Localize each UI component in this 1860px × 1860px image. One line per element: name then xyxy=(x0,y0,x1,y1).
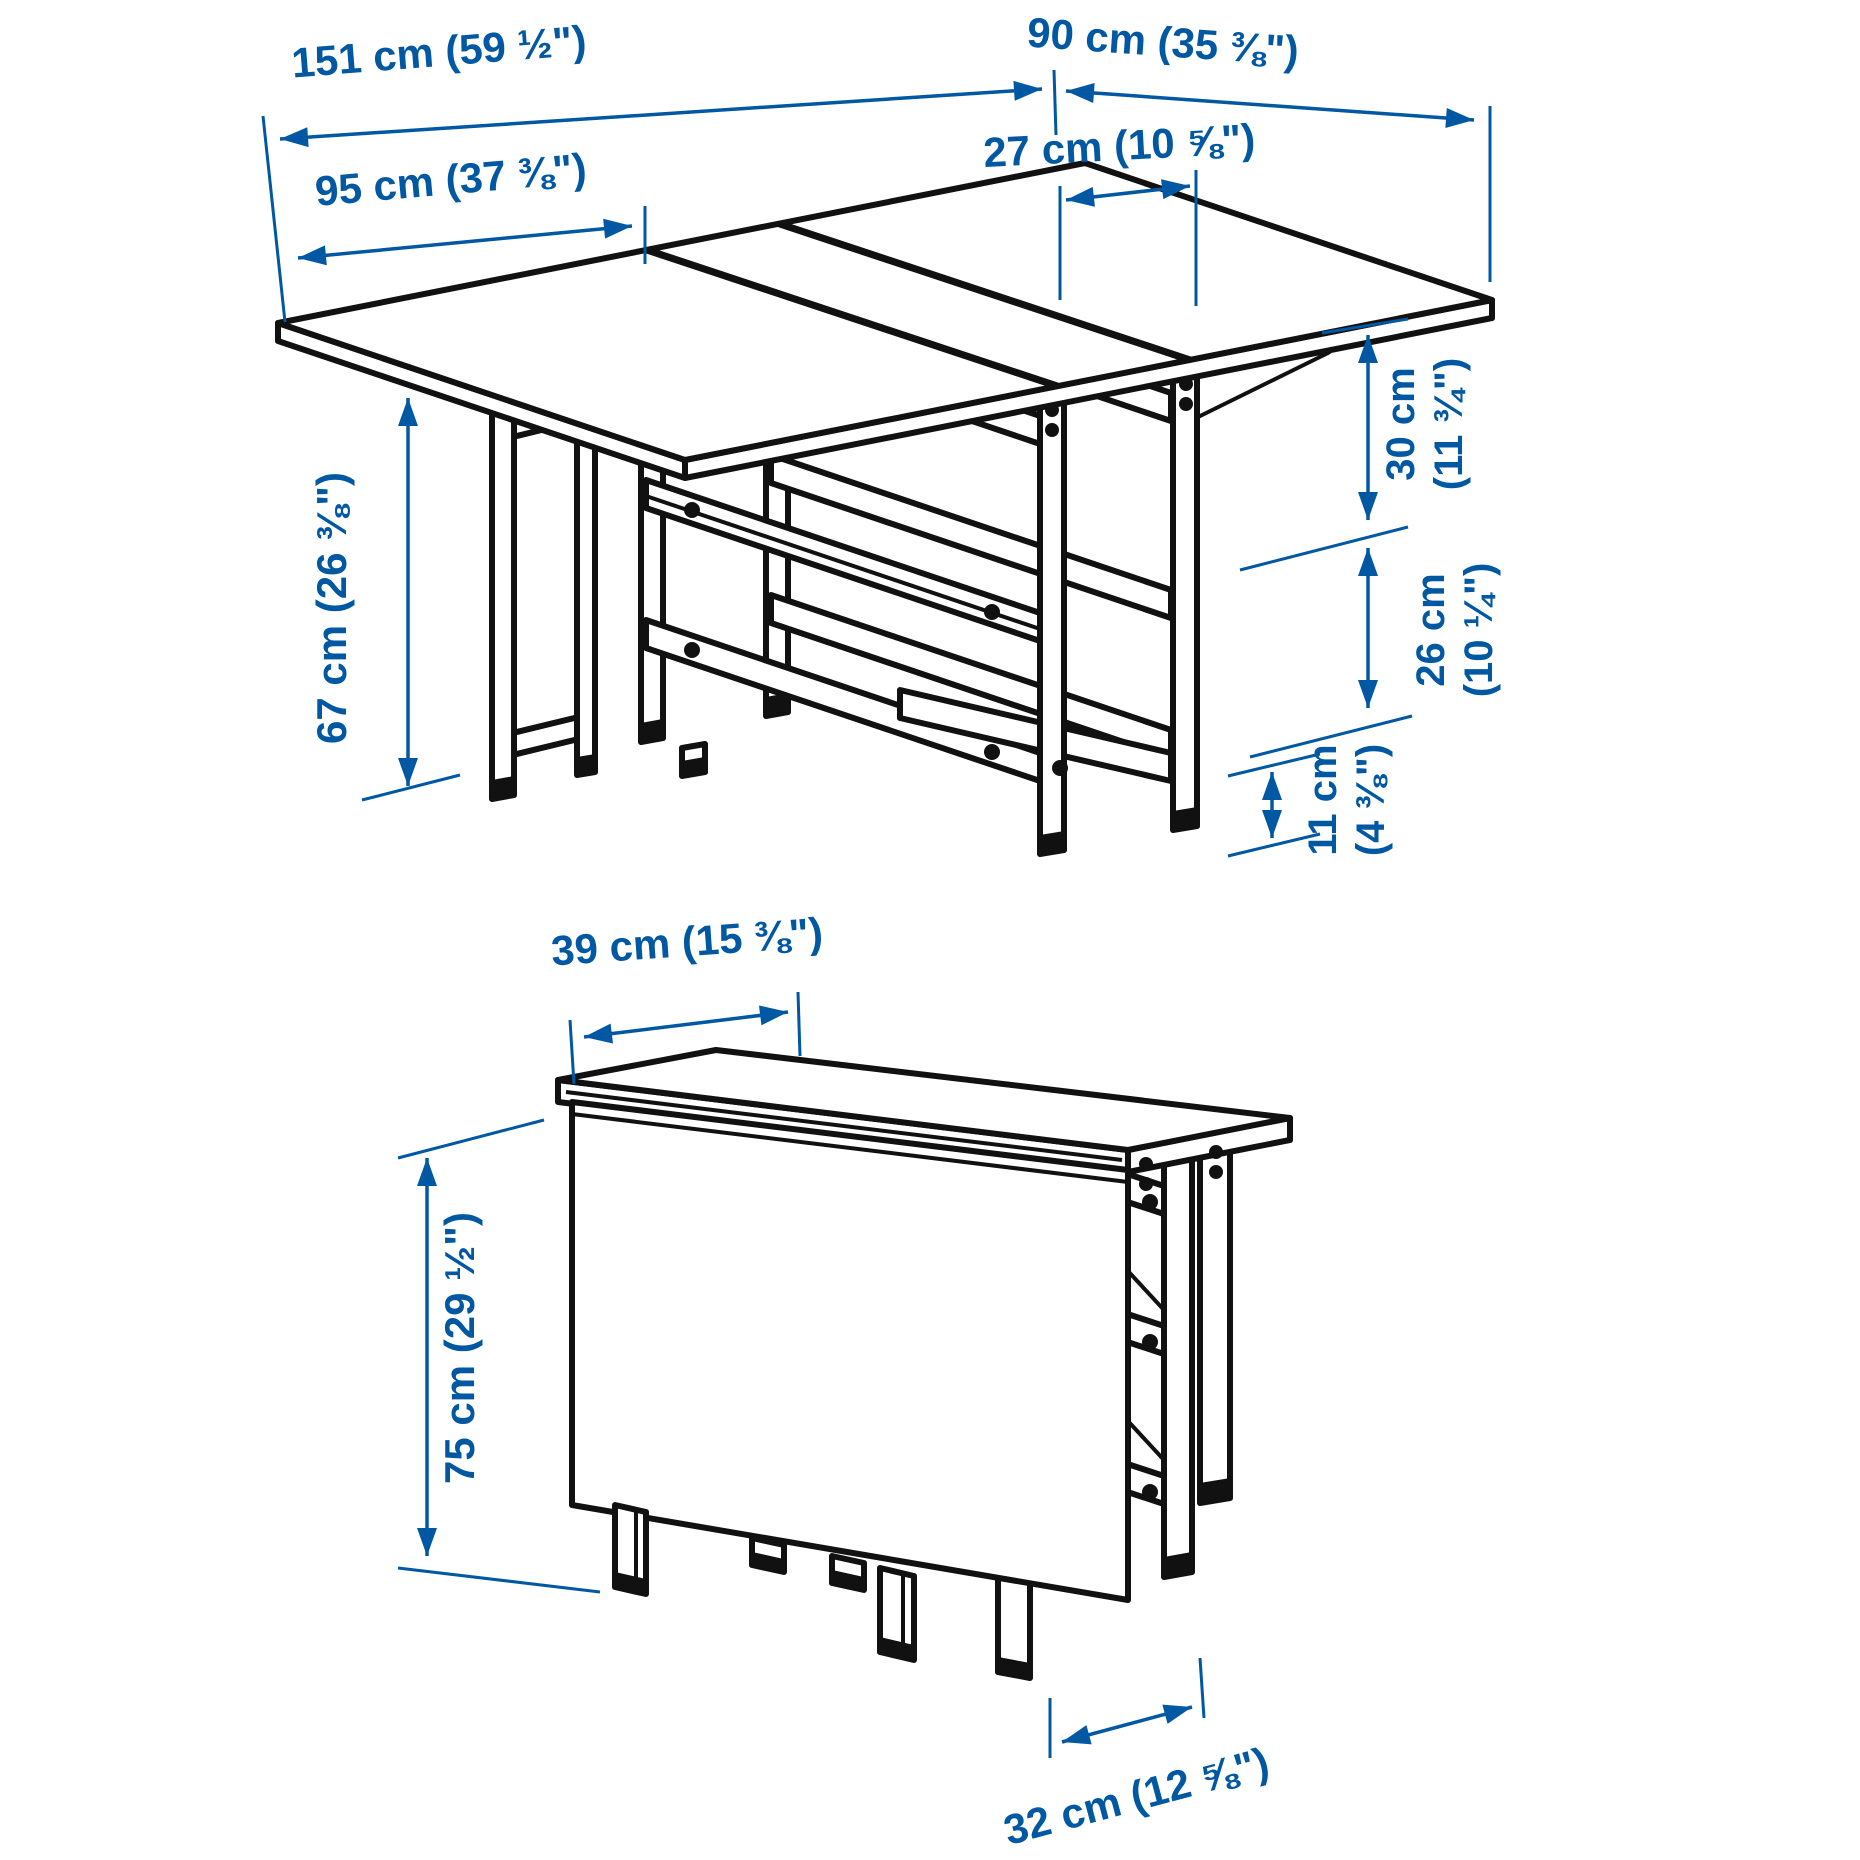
folded-front-leaf xyxy=(572,1102,1128,1600)
frame-back-leg xyxy=(1164,1130,1192,1577)
dim-rail-to-rail-label2: (10 ¼") xyxy=(1457,562,1501,698)
dim-total-length-label: 151 cm (59 ½") xyxy=(289,16,588,87)
front-leaf-panel xyxy=(572,1102,1128,1600)
dim-rail-to-floor-label2: (4 ⅜") xyxy=(1349,743,1393,857)
dim-rail-to-rail xyxy=(1250,548,1501,757)
dim-base-depth xyxy=(999,1658,1274,1854)
dim-rail-to-floor-label: 11 cm xyxy=(1301,744,1345,856)
dim-top-to-rail-label2: (11 ¾") xyxy=(1427,357,1471,491)
dim-center-section-label: 27 cm (10 ⅝") xyxy=(982,114,1257,177)
tabletop-surface xyxy=(278,163,1492,460)
dim-top-to-rail-label: 30 cm xyxy=(1379,367,1423,481)
dim-leaf-clearance xyxy=(308,398,460,800)
dim-base-depth-label: 32 cm (12 ⅝") xyxy=(998,1738,1274,1854)
gate-leg-front xyxy=(492,368,514,799)
dim-rail-to-rail-label: 26 cm xyxy=(1409,573,1453,687)
dim-leaf-clearance-label: 67 cm (26 ⅜") xyxy=(308,471,355,745)
dim-height-label: 75 cm (29 ½") xyxy=(436,1211,483,1485)
dim-rail-to-floor xyxy=(1228,744,1393,856)
dim-top-depth-label: 39 cm (15 ⅜") xyxy=(549,908,825,975)
extended-tabletop xyxy=(278,163,1492,481)
table-folded-drawing xyxy=(558,1050,1290,1678)
dim-left-leaf xyxy=(298,144,645,264)
dim-left-leaf-label: 95 cm (37 ⅜") xyxy=(313,144,589,215)
dim-depth-label: 90 cm (35 ⅜") xyxy=(1025,8,1301,75)
